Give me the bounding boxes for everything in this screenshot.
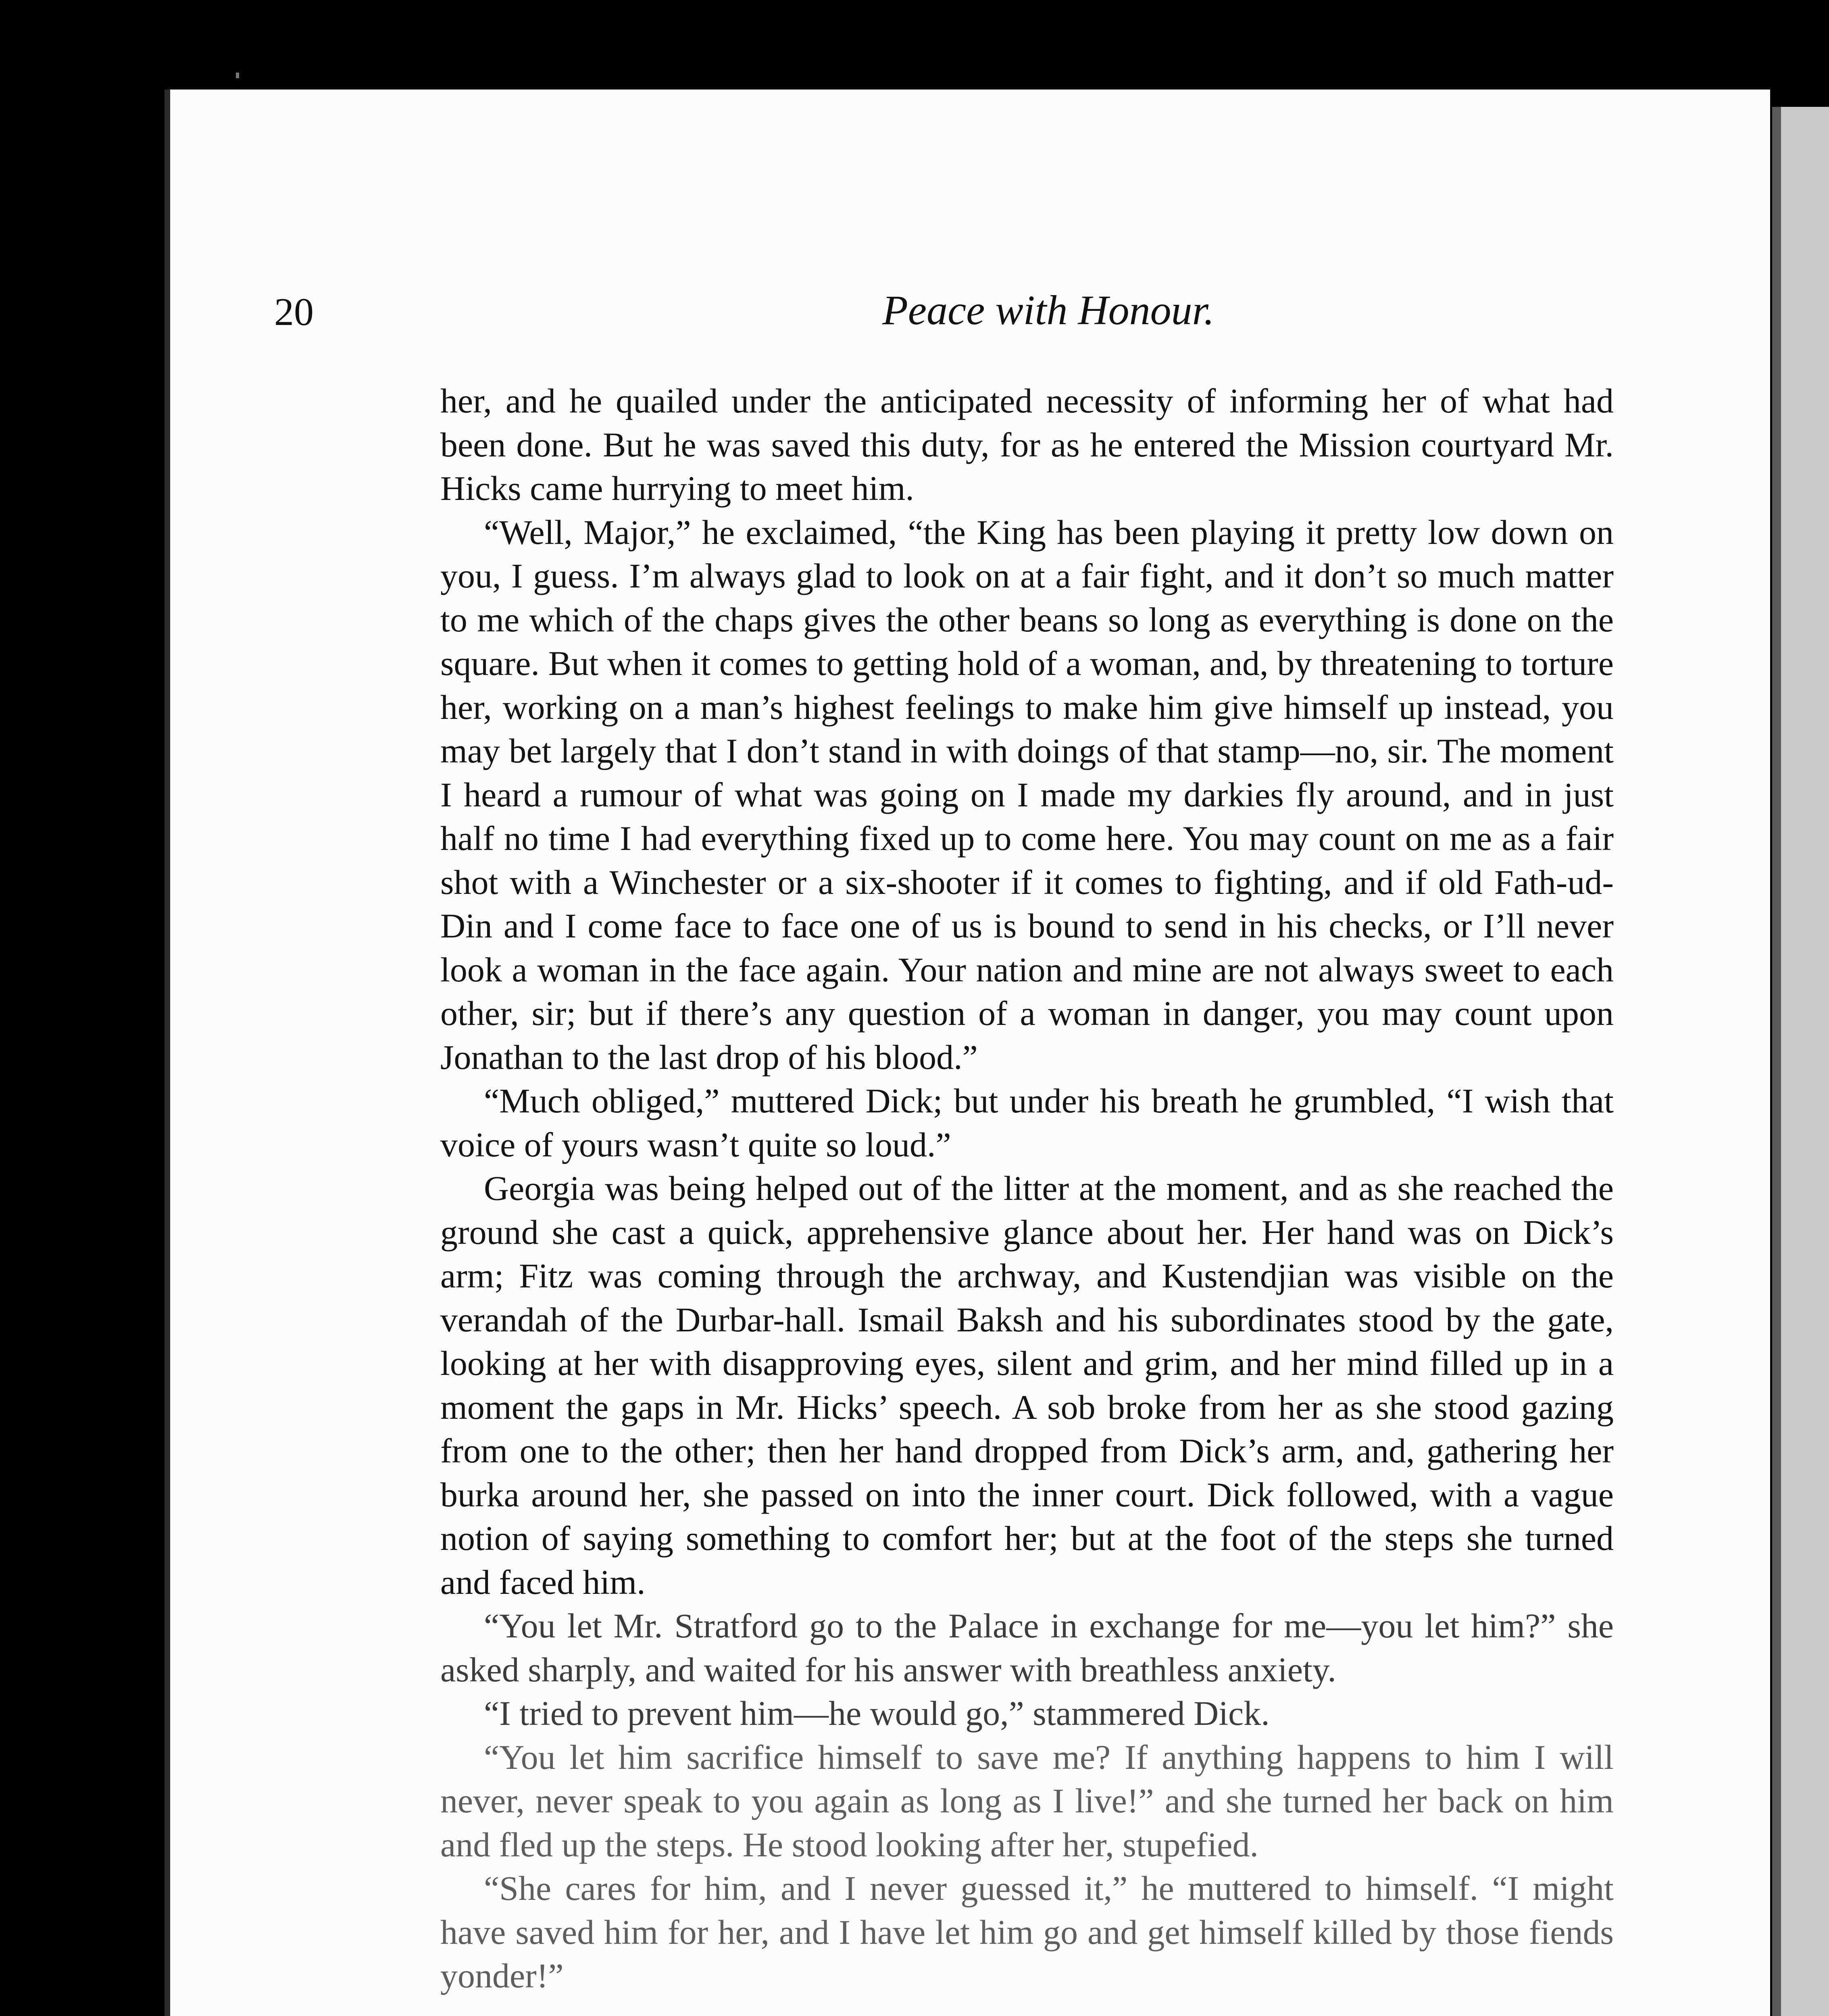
- running-head: Peace with Honour.: [882, 287, 1214, 333]
- paragraph: “You let him sacrifice himself to save me? If anything happens to him I will never, never speak to you again as long as I live!” and she turned her back on him and fled up the steps. He stood looking after her, stupefied.: [440, 1737, 1614, 1864]
- facing-page-edge: [1772, 107, 1829, 2016]
- paragraph: “You let Mr. Stratford go to the Palace in exchange for me—you let him?” she asked sharply, and waited for his answer with breathless anxiety.: [440, 1606, 1614, 1689]
- paragraph: her, and he quailed under the anticipated necessity of informing her of what had been done. But he was saved this duty, for as he entered the Mission courtyard Mr. Hicks came hurrying to meet him.: [440, 381, 1614, 508]
- page-number: 20: [274, 290, 314, 334]
- body-text: [440, 379, 1614, 1998]
- scan-mark: [236, 73, 239, 78]
- paragraph: Georgia was being helped out of the litter at the moment, and as she reached the ground she cast a quick, apprehensive glance about her. Her hand was on Dick’s arm; Fitz was coming through the archway, and Kustendjian was visible on the verandah of the Durbar-hall. Ismail Baksh and his subordinates stood by the gate, looking at her with disapproving eyes, silent and grim, and her mind filled up in a moment the gaps in Mr. Hicks’ speech. A sob broke from her as she stood gazing from one to the other; then her hand dropped from Dick’s arm, and, gathering her burka around her, she passed on into the inner court. Dick followed, with a vague notion of saying something to comfort her; but at the foot of the steps she turned and faced him.: [440, 1169, 1614, 1602]
- paragraph: “She cares for him, and I never guessed it,” he muttered to himself. “I might have saved him for her, and I have let him go and get himself killed by those fiends yonder!”: [440, 1869, 1614, 1995]
- paragraph: “Well, Major,” he exclaimed, “the King has been playing it pretty low down on you, I guess. I’m always glad to look on at a fair fight, and it don’t so much matter to me which of the chaps gives the other beans so long as everything is done on the square. But when it comes to getting hold of a woman, and, by threatening to torture her, working on a man’s highest feelings to make him give himself up instead, you may bet largely that I don’t stand in with doings of that stamp—no, sir. The moment I heard a rumour of what was going on I made my darkies fly around, and in just half no time I had everything fixed up to come here. You may count on me as a fair shot with a Winchester or a six-shooter if it comes to fighting, and if old Fath-ud-Din and I come face to face one of us is bound to send in his checks, or I’ll never look a woman in the face again. Your nation and mine are not always sweet to each other, sir; but if there’s any question of a woman in danger, you may count upon Jonathan to the last drop of his blood.”: [440, 512, 1614, 1077]
- paragraph: “Much obliged,” muttered Dick; but under his breath he grumbled, “I wish that voice of yours wasn’t quite so loud.”: [440, 1081, 1614, 1164]
- paragraph: “I tried to prevent him—he would go,” stammered Dick.: [484, 1694, 1270, 1733]
